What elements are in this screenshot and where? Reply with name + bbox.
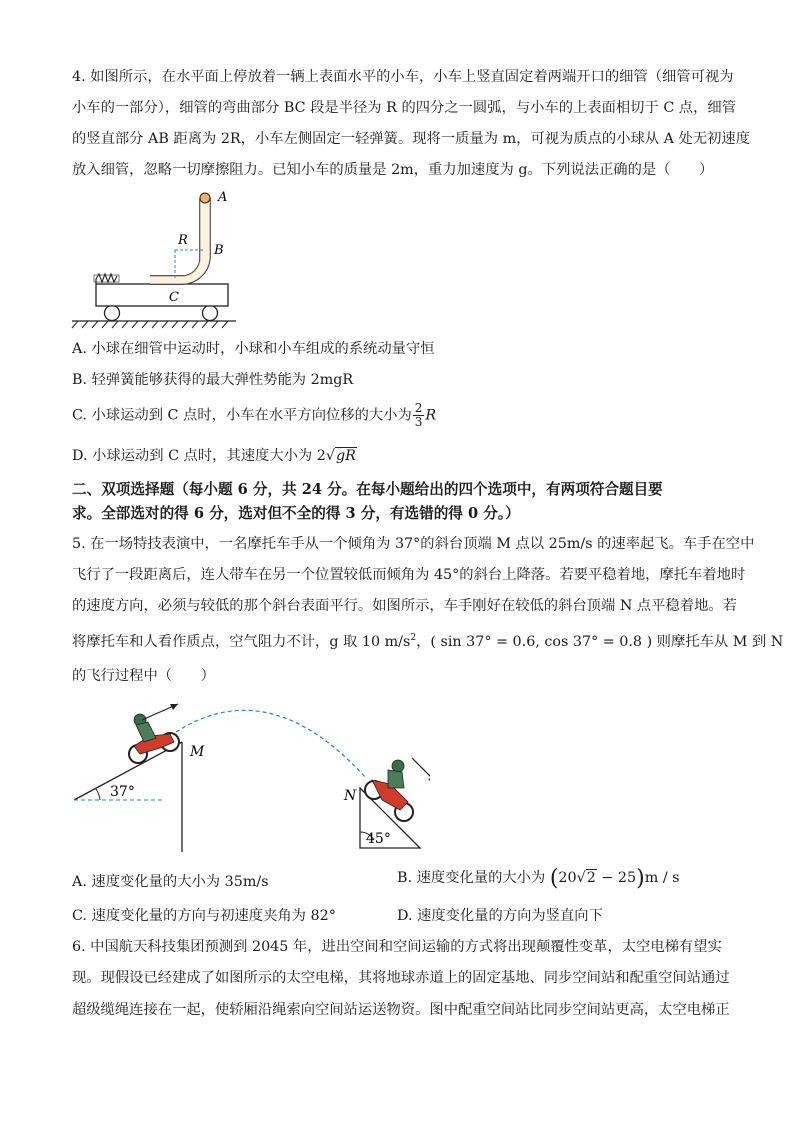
label-n: N (344, 788, 357, 804)
label-m: M (190, 744, 205, 760)
sqrt-two: 2 (586, 870, 596, 886)
q6-line-3: 超级缆绳连接在一起，使轿厢沿绳索向空间站运送物资。图中配重空间站比同步空间站更高，太空电梯正 (72, 1002, 730, 1018)
q5-option-b-unit: m / s (644, 870, 680, 886)
q4-figure-cart-tube (70, 186, 240, 332)
q4-option-b: B. 轻弹簧能够获得的最大弹性势能为 2mgR (72, 372, 354, 388)
q4-line-4: 放入细管，忽略一切摩擦阻力。已知小车的质量是 2m，重力加速度为 g。下列说法正确的是（ ） (72, 162, 714, 178)
q5-option-c: C. 速度变化量的方向与初速度夹角为 82° (72, 908, 336, 924)
sqrt-gr: gR (336, 448, 356, 464)
q5-option-a: A. 速度变化量的大小为 35m/s (72, 874, 269, 890)
q5-line-4-text: 将摩托车和人看作质点，空气阻力不计，g 取 10 m/s (72, 633, 411, 650)
sqrt-sign: √ (325, 448, 335, 464)
q4-option-d-text: D. 小球运动到 C 点时，其速度大小为 2 (72, 448, 326, 464)
q6-line-1: 6. 中国航天科技集团预测到 2045 年，进出空间和空间运输的方式将出现颠覆性变革，太空电梯有望实 (72, 939, 722, 955)
q6-line-2: 现。现假设已经建成了如图所示的太空电梯，其将地球赤道上的固定基地、同步空间站和配重空间站通过 (72, 970, 730, 986)
q5-line-5: 的飞行过程中（ ） (72, 668, 215, 684)
angle-37: 37° (110, 784, 135, 800)
q5-line-4-tail: ，( sin 37° = 0.6, cos 37° = 0.8 ) 则摩托车从 M 到 N (416, 633, 784, 650)
label-a: A (218, 190, 228, 205)
label-b: B (214, 243, 224, 258)
q4-line-2: 小车的一部分），细管的弯曲部分 BC 段是半径为 R 的四分之一圆弧，与小车的上表面相切于 C 点，细管 (72, 100, 736, 116)
section-2-heading-line-2: 求。全部选对的得 6 分，选对但不全的得 3 分，有选错的得 0 分。） (72, 505, 520, 522)
q4-line-1: 4. 如图所示，在水平面上停放着一辆上表面水平的小车，小车上竖直固定着两端开口的细管（细管可视为 (72, 69, 734, 85)
fraction-two-thirds: $\frac{2}{3}$ (414, 401, 423, 429)
label-c: C (169, 290, 179, 305)
section-2-heading-line-1: 二、双项选择题（每小题 6 分，共 24 分。在每小题给出的四个选项中，有两项符合题目要 (72, 481, 663, 498)
paren-close: ) (636, 866, 645, 891)
q4-option-c-text: C. 小球运动到 C 点时，小车在水平方向位移的大小为 (72, 407, 412, 424)
q4-line-3: 的竖直部分 AB 距离为 2R，小车左侧固定一轻弹簧。现将一质量为 m，可视为质点的小球从 A 处无初速度 (72, 131, 751, 147)
q5-figure-motorcycle-jump (70, 692, 430, 862)
paren-open: ( (549, 866, 559, 891)
expr-coef: 20 (558, 870, 577, 886)
expr-minus: − 25 (596, 870, 637, 886)
q5-option-b (397, 868, 680, 889)
q4-option-c-unit: R (425, 407, 437, 424)
q5-line-3: 的速度方向，必须与较低的那个斜台表面平行。如图所示，车手刚好在较低的斜台顶端 N 点平稳着地。若 (72, 598, 737, 614)
label-r: R (178, 233, 188, 248)
q4-option-d (72, 446, 357, 466)
q4-option-c (72, 402, 436, 429)
q4-option-a: A. 小球在细管中运动时，小球和小车组成的系统动量守恒 (72, 341, 435, 357)
angle-45: 45° (366, 831, 391, 847)
q5-line-4 (72, 628, 783, 652)
q5-exponent: 2 (410, 633, 417, 643)
sqrt-sign-2: √ (576, 870, 586, 886)
q5-option-d: D. 速度变化量的方向为竖直向下 (397, 908, 603, 924)
q5-option-b-text: B. 速度变化量的大小为 (397, 870, 546, 886)
q5-line-2: 飞行了一段距离后，连人带车在另一个位置较低而倾角为 45°的斜台上降落。若要平稳着地，摩托车着地时 (72, 567, 746, 583)
q5-line-1: 5. 在一场特技表演中，一名摩托车手从一个倾角为 37°的斜台顶端 M 点以 25m/s 的速率起飞。车手在空中 (72, 536, 755, 552)
